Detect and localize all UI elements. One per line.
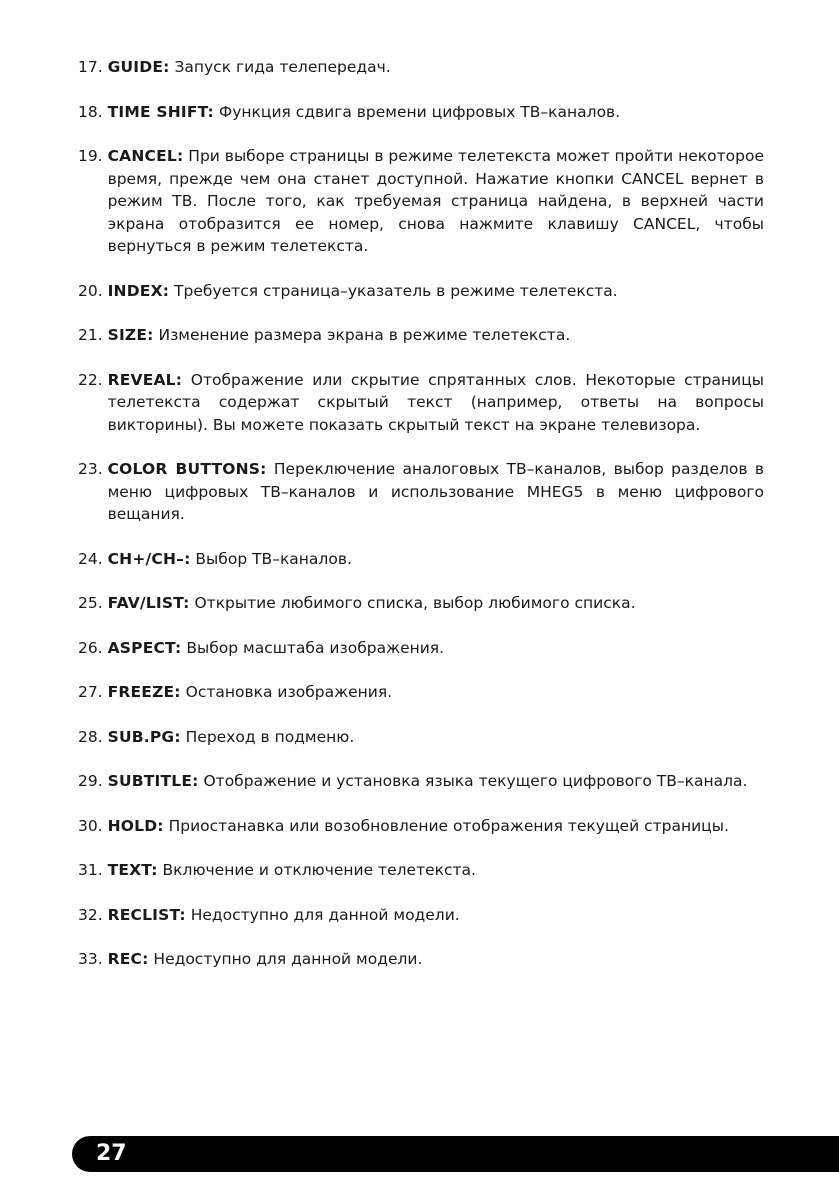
- item-number: 28.: [78, 727, 108, 746]
- list-item-29: [78, 770, 764, 793]
- item-key: TEXT:: [107, 861, 158, 879]
- item-key: CANCEL:: [107, 147, 184, 165]
- list-item-22: [78, 369, 764, 437]
- item-description: Переход в подменю.: [180, 727, 355, 746]
- list-item-33: [78, 948, 764, 971]
- item-key: REC:: [107, 950, 149, 968]
- item-description: Отображение или скрытие спрятанных слов. Некоторые страницы телетекста содержат скрытый текст (например, ответы на вопросы викторины). Вы можете показать скрытый текст на экране телевизора.: [107, 370, 764, 434]
- item-number: 29.: [78, 772, 108, 790]
- item-description: Открытие любимого списка, выбор любимого списка.: [189, 594, 636, 612]
- item-number: 22.: [78, 370, 108, 389]
- item-description: Функция сдвига времени цифровых ТВ–каналов.: [213, 102, 621, 121]
- list-item-28: [78, 726, 764, 749]
- item-number: 19.: [78, 147, 108, 165]
- item-key: REVEAL:: [107, 370, 183, 389]
- item-description: Включение и отключение телетекста.: [157, 861, 476, 879]
- item-number: 20.: [78, 281, 108, 300]
- item-description: Изменение размера экрана в режиме телетекста.: [153, 326, 571, 344]
- item-number: 21.: [78, 326, 108, 344]
- list-item-23: [78, 458, 764, 526]
- item-key: TIME SHIFT:: [107, 102, 214, 121]
- page-footer-bar: [72, 1136, 839, 1172]
- list-item-17: [78, 56, 764, 79]
- item-description: При выборе страницы в режиме телетекста может пройти некоторое время, прежде чем она станет доступной. Нажатие кнопки CANCEL вернет в режим ТВ. После того, как требуемая страница найдена, в верхней части экрана отобразится ее номер, снова нажмите клавишу CANCEL, чтобы вернуться в режим телетекста.: [107, 147, 764, 255]
- item-number: 27.: [78, 683, 108, 701]
- item-description: Требуется страница–указатель в режиме телетекста.: [169, 281, 618, 300]
- item-description: Приостанавка или возобновление отображения текущей страницы.: [163, 816, 729, 835]
- item-description: Переключение аналоговых ТВ–каналов, выбор разделов в меню цифровых ТВ–каналов и использование MHEG5 в меню цифрового вещания.: [107, 460, 764, 523]
- item-description: Выбор ТВ–каналов.: [190, 549, 352, 568]
- item-key: FAV/LIST:: [107, 594, 190, 612]
- item-number: 31.: [78, 861, 108, 879]
- page-number: 27: [96, 1141, 127, 1166]
- instruction-list: [78, 56, 764, 993]
- list-item-20: [78, 280, 764, 303]
- item-key: INDEX:: [107, 281, 170, 300]
- item-key: ASPECT:: [107, 638, 182, 657]
- list-item-32: [78, 904, 764, 927]
- item-number: 30.: [78, 816, 108, 835]
- list-item-26: [78, 637, 764, 660]
- item-description: Отображение и установка языка текущего цифрового ТВ–канала.: [198, 772, 748, 790]
- item-number: 17.: [78, 58, 108, 76]
- list-item-18: [78, 101, 764, 124]
- item-number: 33.: [78, 950, 108, 968]
- item-number: 25.: [78, 594, 108, 612]
- item-key: FREEZE:: [107, 683, 181, 701]
- item-number: 32.: [78, 905, 108, 924]
- item-description: Недоступно для данной модели.: [185, 905, 460, 924]
- list-item-30: [78, 815, 764, 838]
- item-number: 26.: [78, 638, 108, 657]
- item-number: 24.: [78, 549, 108, 568]
- item-description: Недоступно для данной модели.: [148, 950, 423, 968]
- item-description: Запуск гида телепередач.: [169, 58, 391, 76]
- item-description: Выбор масштаба изображения.: [181, 638, 445, 657]
- list-item-19: [78, 145, 764, 258]
- item-description: Остановка изображения.: [180, 683, 393, 701]
- item-key: CH+/CH–:: [107, 549, 191, 568]
- item-key: SUBTITLE:: [107, 772, 199, 790]
- item-key: COLOR BUTTONS:: [107, 460, 267, 478]
- item-key: SIZE:: [107, 326, 154, 344]
- list-item-24: [78, 548, 764, 571]
- item-number: 23.: [78, 460, 108, 478]
- list-item-31: [78, 859, 764, 882]
- item-key: SUB.PG:: [107, 727, 181, 746]
- list-item-27: [78, 681, 764, 704]
- list-item-25: [78, 592, 764, 615]
- item-number: 18.: [78, 102, 108, 121]
- item-key: GUIDE:: [107, 58, 170, 76]
- item-key: HOLD:: [107, 816, 164, 835]
- list-item-21: [78, 324, 764, 347]
- item-key: RECLIST:: [107, 905, 186, 924]
